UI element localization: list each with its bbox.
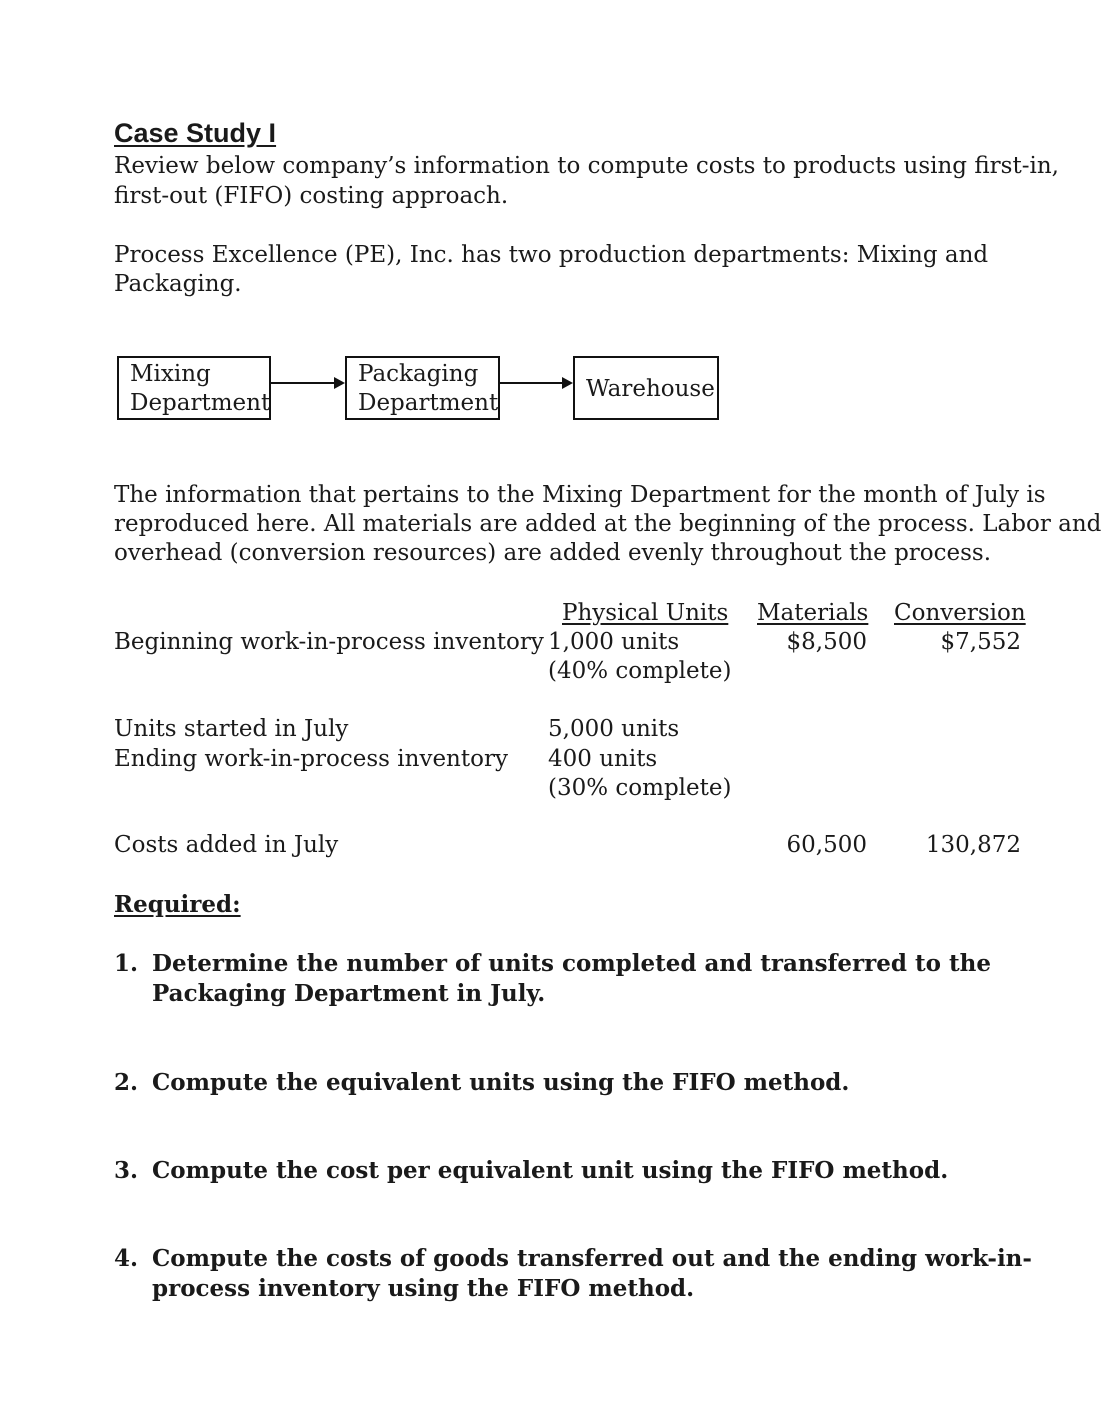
row-costs-added-materials: 60,500 — [786, 832, 867, 858]
info-line-3: overhead (conversion resources) are added evenly throughout the process. — [114, 540, 992, 566]
packaging-department-box — [345, 356, 500, 420]
mixing-box-line-2: Department — [130, 390, 271, 416]
row-beginning-units: 1,000 units — [548, 629, 680, 655]
required-item-1-line-1: Determine the number of units completed and transferred to the — [152, 950, 991, 977]
row-ending-completion: (30% complete) — [548, 775, 732, 801]
intro-line-2: first-out (FIFO) costing approach. — [114, 183, 509, 209]
row-costs-added-conversion: 130,872 — [925, 832, 1021, 858]
required-item-2-number: 2. — [114, 1069, 139, 1096]
required-item-3-line-1: Compute the cost per equivalent unit using the FIFO method. — [152, 1157, 949, 1184]
info-line-1: The information that pertains to the Mixing Department for the month of July is — [114, 482, 1046, 508]
arrow-head-1 — [334, 377, 345, 389]
packaging-box-line-1: Packaging — [358, 361, 479, 387]
row-started-units: 5,000 units — [548, 716, 680, 742]
arrow-packaging-to-warehouse — [500, 382, 563, 384]
packaging-box-line-2: Department — [358, 390, 499, 416]
row-started-label: Units started in July — [114, 716, 349, 742]
row-beginning-label: Beginning work-in-process inventory — [114, 629, 544, 655]
required-item-4-line-1: Compute the costs of goods transferred out and the ending work-in- — [152, 1245, 1032, 1272]
required-item-4 — [114, 1244, 1032, 1304]
required-item-3 — [114, 1156, 1014, 1186]
required-item-1-number: 1. — [114, 950, 139, 977]
required-heading: Required: — [114, 891, 241, 918]
warehouse-label: Warehouse — [586, 376, 715, 402]
required-item-2-line-1: Compute the equivalent units using the FIFO method. — [152, 1069, 850, 1096]
header-materials: Materials — [757, 600, 869, 626]
required-item-4-number: 4. — [114, 1245, 139, 1272]
required-item-2 — [114, 1068, 1014, 1098]
company-line-2: Packaging. — [114, 271, 242, 297]
info-line-2: reproduced here. All materials are added at the beginning of the process. Labor and — [114, 511, 1102, 537]
case-study-title: Case Study I — [114, 118, 277, 148]
required-item-4-line-2: process inventory using the FIFO method. — [152, 1275, 695, 1302]
company-line-1: Process Excellence (PE), Inc. has two production departments: Mixing and — [114, 242, 989, 268]
arrow-mixing-to-packaging — [271, 382, 335, 384]
row-beginning-conversion: $7,552 — [940, 629, 1021, 655]
arrow-head-2 — [562, 377, 573, 389]
intro-line-1: Review below company’s information to compute costs to products using first-in, — [114, 153, 1059, 179]
mixing-department-box — [117, 356, 271, 420]
row-costs-added-label: Costs added in July — [114, 832, 339, 858]
header-physical-units: Physical Units — [562, 600, 729, 626]
header-conversion: Conversion — [894, 600, 1026, 626]
required-item-1 — [114, 949, 1014, 1009]
required-item-1-line-2: Packaging Department in July. — [152, 980, 546, 1007]
warehouse-box — [573, 356, 719, 420]
row-ending-units: 400 units — [548, 746, 658, 772]
row-ending-label: Ending work-in-process inventory — [114, 746, 508, 772]
row-beginning-completion: (40% complete) — [548, 658, 732, 684]
required-item-3-number: 3. — [114, 1157, 139, 1184]
row-beginning-materials: $8,500 — [786, 629, 867, 655]
mixing-box-line-1: Mixing — [130, 361, 211, 387]
